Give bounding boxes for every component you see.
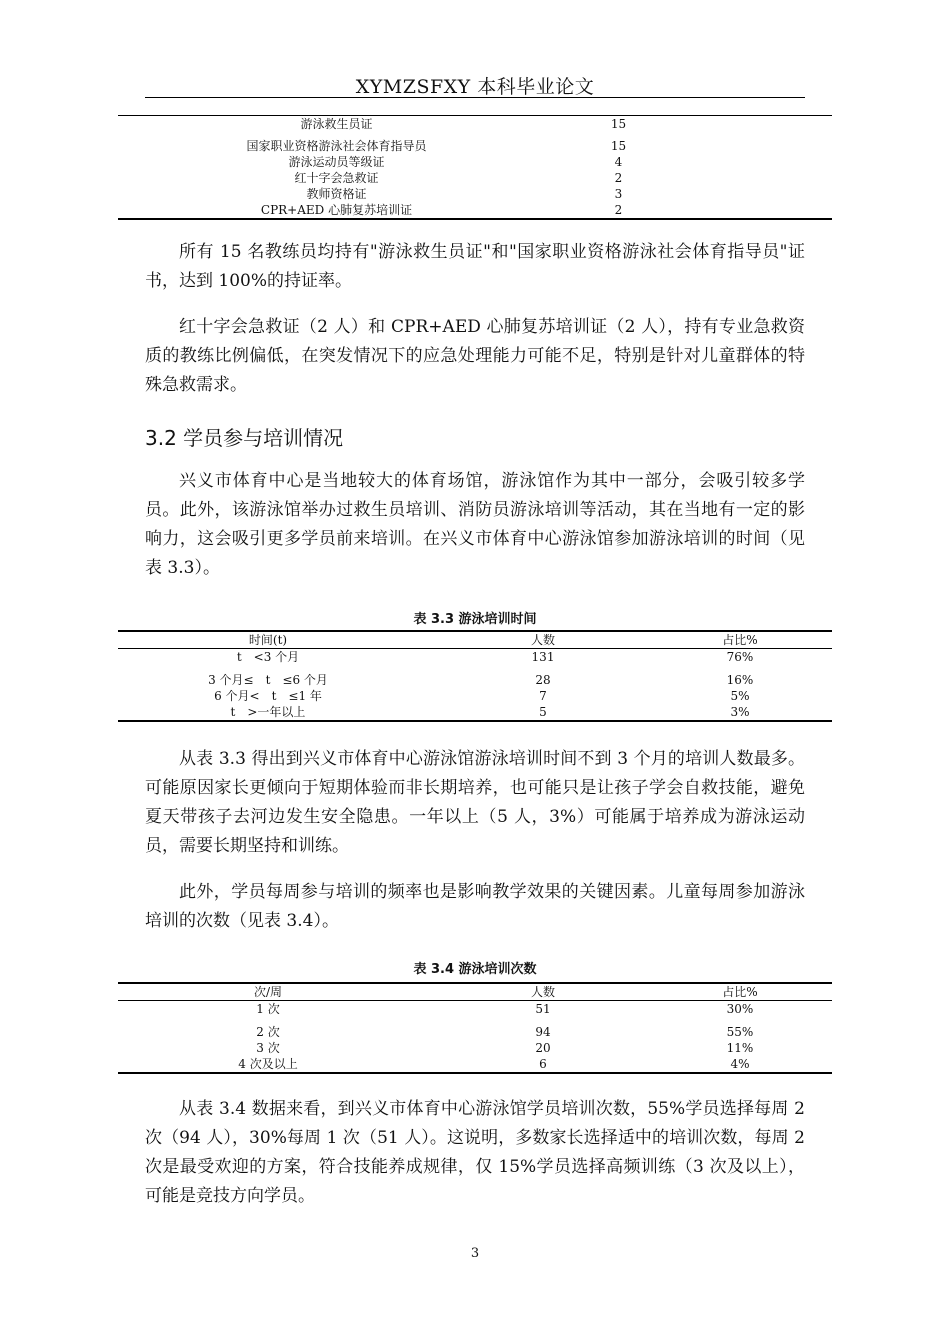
paragraph-duration-analysis: 从表 3.3 得出到兴义市体育中心游泳馆游泳培训时间不到 3 个月的培训人数最多。可能原因家长更倾向于短期体验而非长期培养，也可能只是让孩子学会自救技能，避免夏天带孩子去河边发生安全隐患。一年以上（5 人，3%）可能属于培养成为游泳运动员，需要长期坚持和训练。: [145, 749, 805, 856]
training-duration-table: [118, 630, 832, 722]
table-row: [118, 672, 832, 688]
table-cell: 94: [535, 1025, 551, 1039]
cert-name: 教师资格证: [306, 187, 367, 201]
table-row: [118, 186, 832, 202]
table-row: [118, 704, 832, 720]
table-row: [118, 170, 832, 186]
section-heading: 3.2 学员参与培训情况: [145, 426, 344, 450]
table-row: [118, 1024, 832, 1040]
cert-count: 4: [614, 155, 623, 169]
table-caption: 表 3.4 游泳培训次数: [413, 962, 537, 977]
table-cell: 76%: [726, 650, 754, 664]
table-row: [118, 1040, 832, 1056]
table-cell: 51: [535, 1002, 551, 1016]
table-cell: 30%: [726, 1002, 754, 1016]
table-row: [118, 138, 832, 154]
column-header: 时间(t): [248, 633, 288, 647]
table-header-row: [118, 632, 832, 649]
cert-count: 15: [610, 139, 627, 153]
cert-name: CPR+AED 心肺复苏培训证: [260, 203, 413, 217]
paragraph-intro-venue: 兴义市体育中心是当地较大的体育场馆，游泳馆作为其中一部分，会吸引较多学员。此外，该游泳馆举办过救生员培训、消防员游泳培训等活动，其在当地有一定的影响力，这会吸引更多学员前来培训。在兴义市体育中心游泳馆参加游泳培训的时间（见表 3.3）。: [145, 471, 805, 578]
table-row: [118, 1056, 832, 1072]
table-cell: t <3 个月: [236, 650, 300, 664]
table-cell: 3 次: [256, 1041, 280, 1055]
column-header: 占比%: [722, 985, 758, 999]
paragraph-first-aid: 红十字会急救证（2 人）和 CPR+AED 心肺复苏培训证（2 人），持有专业急救资质的教练比例偏低，在突发情况下的应急处理能力可能不足，特别是针对儿童群体的特殊急救需求。: [145, 317, 805, 395]
table-row: [118, 688, 832, 704]
cert-count: 2: [614, 203, 623, 217]
table-cell: 55%: [726, 1025, 754, 1039]
table-cell: 20: [535, 1041, 551, 1055]
table-cell: 4 次及以上: [238, 1057, 298, 1071]
table-row: [118, 649, 832, 665]
table-cell: 28: [535, 673, 551, 687]
table-cell: 5%: [730, 689, 750, 703]
table-cell: 16%: [726, 673, 754, 687]
table-cell: 1 次: [256, 1002, 280, 1016]
table-header-row: [118, 984, 832, 1001]
column-header: 人数: [530, 985, 555, 999]
cert-name: 国家职业资格游泳社会体育指导员: [246, 139, 427, 153]
table-row: [118, 202, 832, 218]
column-header: 次/周: [253, 985, 283, 999]
column-header: 人数: [530, 633, 555, 647]
cert-count: 2: [614, 171, 623, 185]
table-cell: 6 个月< t ≤1 年: [214, 689, 322, 703]
table-cell: 11%: [726, 1041, 754, 1055]
table-cell: 131: [531, 650, 555, 664]
table-cell: 2 次: [256, 1025, 280, 1039]
certificate-table: [118, 115, 832, 220]
page-number: 3: [470, 1246, 480, 1261]
header-rule: [145, 97, 805, 98]
table-cell: t >一年以上: [230, 705, 306, 719]
paragraph-frequency-analysis: 从表 3.4 数据来看，到兴义市体育中心游泳馆学员培训次数，55%学员选择每周 2 次（94 人），30%每周 1 次（51 人）。这说明，多数家长选择适中的培训次数，每周 2 次是最受欢迎的方案，符合技能养成规律，仅 15%学员选择高频训练（3 次及以上），可能是竞技方向学员。: [145, 1099, 805, 1206]
table-cell: 3%: [730, 705, 750, 719]
cert-name: 游泳运动员等级证: [288, 155, 385, 169]
table-row: [118, 154, 832, 170]
cert-count: 15: [610, 117, 627, 131]
cert-name: 红十字会急救证: [294, 171, 379, 185]
table-cell: 3 个月≤ t ≤6 个月: [208, 673, 328, 687]
training-frequency-table: [118, 982, 832, 1074]
cert-count: 3: [614, 187, 623, 201]
page-header-title: XYMZSFXY 本科毕业论文: [355, 76, 595, 98]
table-cell: 7: [539, 689, 547, 703]
table-cell: 6: [539, 1057, 547, 1071]
table-caption: 表 3.3 游泳培训时间: [413, 612, 537, 627]
table-row: [118, 116, 832, 132]
column-header: 占比%: [722, 633, 758, 647]
table-cell: 5: [539, 705, 547, 719]
table-cell: 4%: [730, 1057, 750, 1071]
paragraph-frequency-intro: 此外，学员每周参与培训的频率也是影响教学效果的关键因素。儿童每周参加游泳培训的次数（见表 3.4）。: [145, 882, 805, 931]
paragraph-cert-rate: 所有 15 名教练员均持有"游泳救生员证"和"国家职业资格游泳社会体育指导员"证书，达到 100%的持证率。: [145, 242, 805, 291]
cert-name: 游泳救生员证: [300, 117, 373, 131]
table-row: [118, 1001, 832, 1017]
